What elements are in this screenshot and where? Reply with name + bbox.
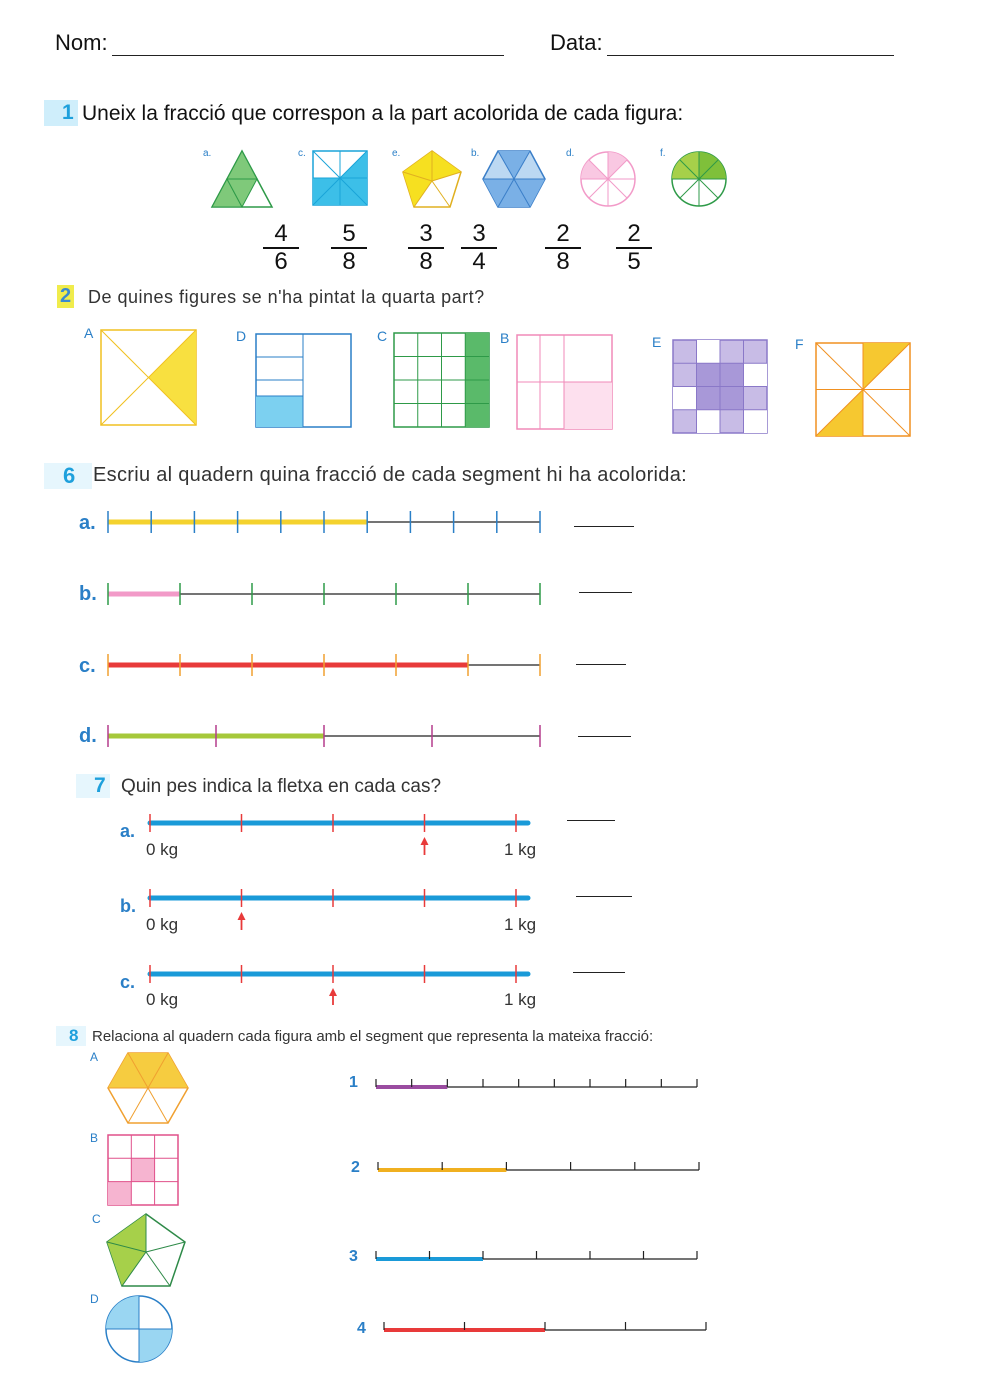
ex2-fig-label-d: D: [236, 328, 247, 344]
ex2-grid-c: [394, 333, 489, 427]
ex2-title: De quines figures se n'ha pintat la quarta part?: [88, 287, 485, 307]
ex6-seg-label-c: c.: [79, 655, 96, 677]
data-field[interactable]: [607, 55, 894, 56]
ex7-title: Quin pes indica la fletxa en cada cas?: [121, 776, 442, 797]
fraction-denominator: 4: [472, 248, 486, 275]
ex2-figures: [95, 325, 920, 445]
ex8-fig-label-b: B: [90, 1131, 99, 1145]
ex2-fig-label-a: A: [84, 325, 94, 341]
ex8-seg-label-3: 3: [349, 1248, 358, 1265]
ex6-answer-line-a[interactable]: [574, 526, 634, 527]
ex1-hexagon-figure: [483, 151, 545, 207]
ex8-fig-label-c: C: [92, 1212, 101, 1226]
ex6-number: 6: [63, 463, 76, 488]
ex7-scale-label-c: c.: [120, 972, 136, 992]
ex1-fraction[interactable]: [614, 221, 654, 275]
ex8-number: 8: [69, 1026, 79, 1045]
ex1-title: Uneix la fracció que correspon a la part acolorida de cada figura:: [82, 102, 684, 125]
nom-field[interactable]: [112, 55, 504, 56]
ex1-fraction[interactable]: [459, 221, 499, 275]
ex1-fig-label-f: f.: [660, 148, 666, 159]
ex1-fig-label-d: d.: [566, 148, 575, 159]
ex1-fig-label-b: b.: [471, 148, 480, 159]
fraction-numerator: 3: [419, 220, 433, 247]
ex1-fig-label-e: e.: [392, 148, 401, 159]
nom-label: Nom:: [55, 30, 108, 55]
ex1-fraction[interactable]: [261, 221, 301, 275]
ex2-square-b: [517, 335, 612, 429]
ex8-seg-label-4: 4: [357, 1320, 366, 1337]
ex8-seg-label-1: 1: [349, 1074, 358, 1091]
ex7-scales: [0, 805, 560, 1005]
ex1-pink-circle-figure: [581, 152, 635, 206]
ex1-figures: [200, 145, 740, 215]
fraction-numerator: 3: [472, 220, 486, 247]
ex2-fig-label-e: E: [652, 334, 662, 350]
ex7-start-label: 0 kg: [146, 990, 179, 1009]
ex6-title: Escriu al quadern quina fracció de cada segment hi ha acolorida:: [93, 464, 687, 486]
ex2-number: 2: [57, 285, 74, 308]
ex7-start-label: 0 kg: [146, 915, 179, 934]
ex1-fraction[interactable]: [406, 221, 446, 275]
ex7-end-label: 1 kg: [504, 915, 537, 934]
ex6-answer-line-c[interactable]: [576, 664, 626, 665]
fraction-denominator: 8: [419, 248, 433, 275]
ex1-fig-label-a: a.: [203, 148, 212, 159]
ex7-end-label: 1 kg: [504, 840, 537, 859]
arrow-head-icon: [238, 912, 246, 920]
ex6-seg-label-b: b.: [79, 583, 97, 605]
ex2-fig-label-c: C: [377, 328, 388, 344]
ex6-seg-label-a: a.: [79, 512, 96, 534]
ex7-answer-line-a[interactable]: [567, 820, 615, 821]
fraction-denominator: 8: [342, 248, 356, 275]
fraction-numerator: 4: [274, 220, 288, 247]
ex1-green-circle-figure: [672, 152, 726, 206]
ex2-square-d: [256, 334, 351, 427]
ex2-square-a: [101, 330, 196, 425]
ex2-fig-label-f: F: [795, 336, 804, 352]
ex1-fraction[interactable]: [329, 221, 369, 275]
ex7-scale-label-a: a.: [120, 821, 136, 841]
ex8-segments: [0, 1060, 720, 1350]
fraction-numerator: 2: [627, 220, 641, 247]
ex1-square-figure: [313, 151, 367, 205]
arrow-head-icon: [421, 837, 429, 845]
fraction-numerator: 5: [342, 220, 356, 247]
arrow-head-icon: [329, 988, 337, 996]
ex7-number: 7: [94, 774, 106, 797]
ex8-title: Relaciona al quadern cada figura amb el segment que representa la mateixa fracció:: [92, 1028, 654, 1045]
ex7-start-label: 0 kg: [146, 840, 179, 859]
ex8-seg-label-2: 2: [351, 1159, 360, 1176]
ex6-seg-label-d: d.: [79, 725, 97, 747]
ex6-segments: [0, 500, 700, 760]
ex1-triangle-figure: [212, 151, 272, 207]
ex2-square-f: [816, 343, 910, 436]
ex1-fraction[interactable]: [543, 221, 583, 275]
fraction-denominator: 6: [274, 248, 288, 275]
ex8-fig-label-a: A: [90, 1050, 99, 1064]
ex1-pentagon-figure: [403, 151, 461, 207]
fraction-denominator: 8: [556, 248, 570, 275]
ex7-answer-line-c[interactable]: [573, 972, 625, 973]
ex7-end-label: 1 kg: [504, 990, 537, 1009]
ex8-fig-label-d: D: [90, 1292, 99, 1306]
ex1-number: 1: [62, 101, 74, 124]
ex6-answer-line-b[interactable]: [579, 592, 632, 593]
ex6-answer-line-d[interactable]: [578, 736, 631, 737]
data-label: Data:: [550, 30, 603, 55]
ex2-fig-label-b: B: [500, 330, 510, 346]
ex7-scale-label-b: b.: [120, 896, 136, 916]
fraction-numerator: 2: [556, 220, 570, 247]
fraction-denominator: 5: [627, 248, 641, 275]
ex1-fig-label-c: c.: [298, 148, 306, 159]
ex2-grid-e: [673, 340, 767, 433]
ex7-answer-line-b[interactable]: [576, 896, 632, 897]
